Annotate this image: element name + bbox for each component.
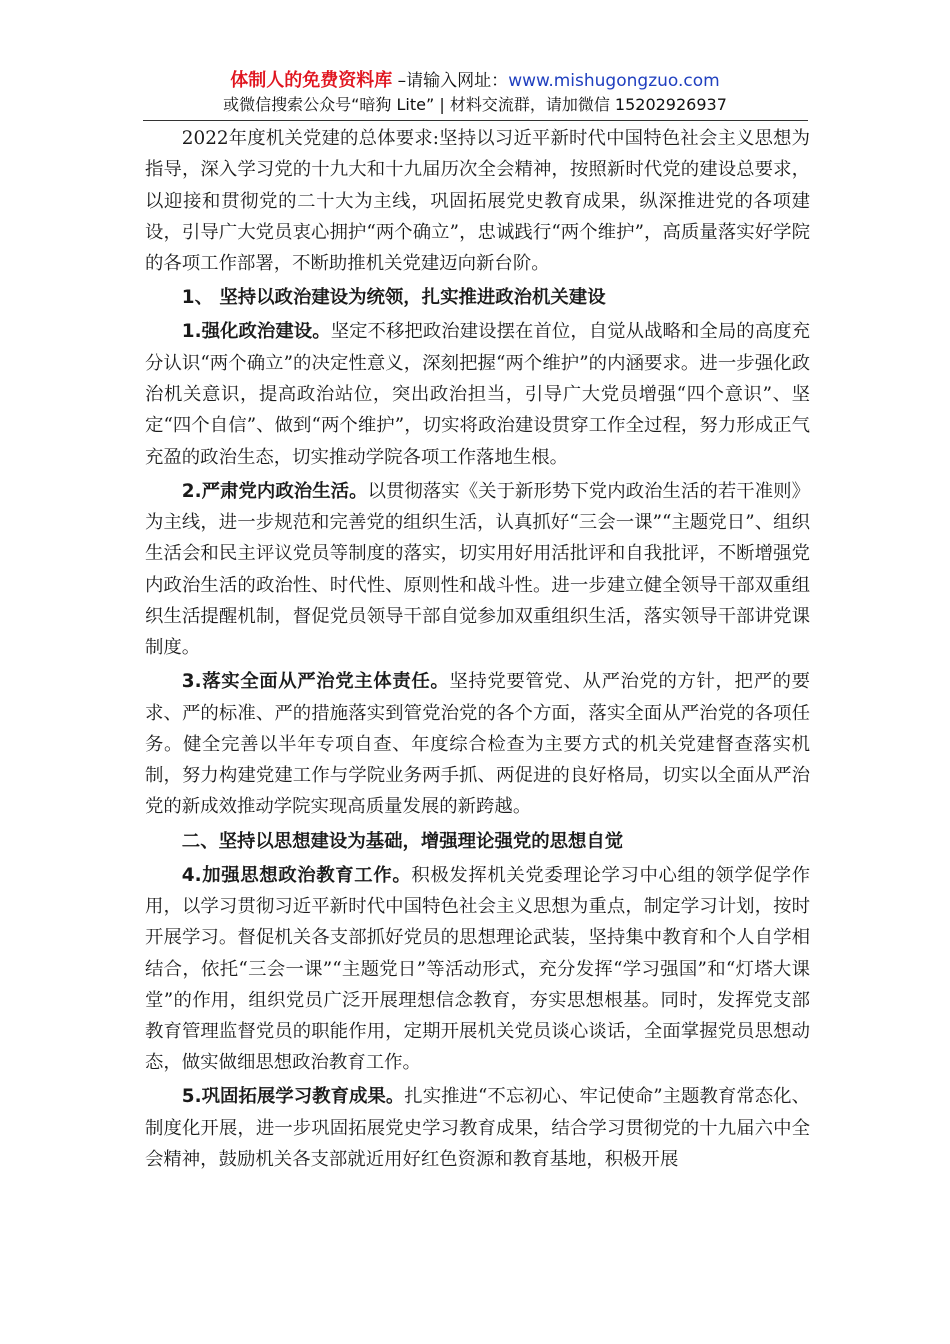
section-heading-1: 1、 坚持以政治建设为统领，扎实推进政治机关建设 [181,287,606,309]
site-header [0,70,950,116]
paragraph-1-body: 坚定不移把政治建设摆在首位，自觉从战略和全局的高度充分认识“两个确立”的决定性意义，深刻把握“两个维护”的内涵要求。进一步强化政治机关意识，提高政治站位，突出政治担当，引导广大党员增强“四个意识”、坚定“四个自信”、做到“两个维护”，切实将政治建设贯穿工作全过程，努力形成正气充盈的政治生态，切实推动学院各项工作落地生根。 [145,321,810,468]
document-body [145,123,810,1175]
paragraph-4 [145,860,810,1079]
brand-title: 体制人的免费资料库 [230,70,393,91]
paragraph-1-lead: 1.强化政治建设。 [181,321,331,343]
paragraph-3 [145,666,810,822]
section-heading-2: 二、坚持以思想建设为基础，增强理论强党的思想自觉 [181,830,624,852]
paragraph-5-lead: 5.巩固拓展学习教育成果。 [181,1086,405,1108]
paragraph-2-body: 以贯彻落实《关于新形势下党内政治生活的若干准则》为主线，进一步规范和完善党的组织生活，认真抓好“三会一课”“主题党日”、组织生活会和民主评议党员等制度的落实，切实用好用活批评和自我批评，不断增强党内政治生活的政治性、时代性、原则性和战斗性。进一步建立健全领导干部双重组织生活提醒机制，督促党员领导干部自觉参加双重组织生活，落实领导干部讲党课制度。 [145,480,810,659]
paragraph-1 [145,316,810,472]
paragraph-2 [145,476,810,664]
paragraph-3-lead: 3.落实全面从严治党主体责任。 [181,671,450,693]
intro-paragraph: 2022年度机关党建的总体要求:坚持以习近平新时代中国特色社会主义思想为指导，深入学习党的十九大和十九届历次全会精神，按照新时代党的建设总要求，以迎接和贯彻党的二十大为主线，巩固拓展党史教育成果，纵深推进党的各项建设，引导广大党员衷心拥护“两个确立”，忠诚践行“两个维护”，高质量落实好学院的各项工作部署，不断助推机关党建迈向新台阶。 [145,128,810,275]
header-line-1 [0,70,950,92]
paragraph-5-body: 扎实推进“不忘初心、牢记使命”主题教育常态化、制度化开展，进一步巩固拓展党史学习教育成果，结合学习贯彻党的十九届六中全会精神，鼓励机关各支部就近用好红色资源和教育基地，积极开展 [145,1086,810,1171]
site-url[interactable]: www.mishugongzuo.com [508,71,720,91]
paragraph-3-body: 坚持党要管党、从严治党的方针，把严的要求、严的标准、严的措施落实到管党治党的各个方面，落实全面从严治党的各项任务。健全完善以半年专项自查、年度综合检查为主要方式的机关党建督查落实机制，努力构建党建工作与学院业务两手抓、两促进的良好格局，切实以全面从严治党的新成效推动学院实现高质量发展的新跨越。 [145,671,810,818]
paragraph-4-lead: 4.加强思想政治教育工作。 [181,864,412,886]
paragraph-4-body: 积极发挥机关党委理论学习中心组的领学促学作用，以学习贯彻习近平新时代中国特色社会主义思想为重点，制定学习计划，按时开展学习。督促机关各支部抓好党员的思想理论武装，坚持集中教育和个人自学相结合，依托“三会一课”“主题党日”等活动形式，充分发挥“学习强国”和“灯塔大课堂”的作用，组织党员广泛开展理想信念教育，夯实思想根基。同时，发挥党支部教育管理监督党员的职能作用，定期开展机关党员谈心谈话，全面掌握党员思想动态，做实做细思想政治教育工作。 [145,864,810,1074]
header-divider [143,120,808,121]
paragraph-2-lead: 2.严肃党内政治生活。 [181,480,368,502]
paragraph-5 [145,1081,810,1175]
header-line-2: 或微信搜索公众号“暗狗 Lite” | 材料交流群，请加微信 15202926937 [223,95,727,114]
url-hint: –请输入网址： [392,71,509,91]
